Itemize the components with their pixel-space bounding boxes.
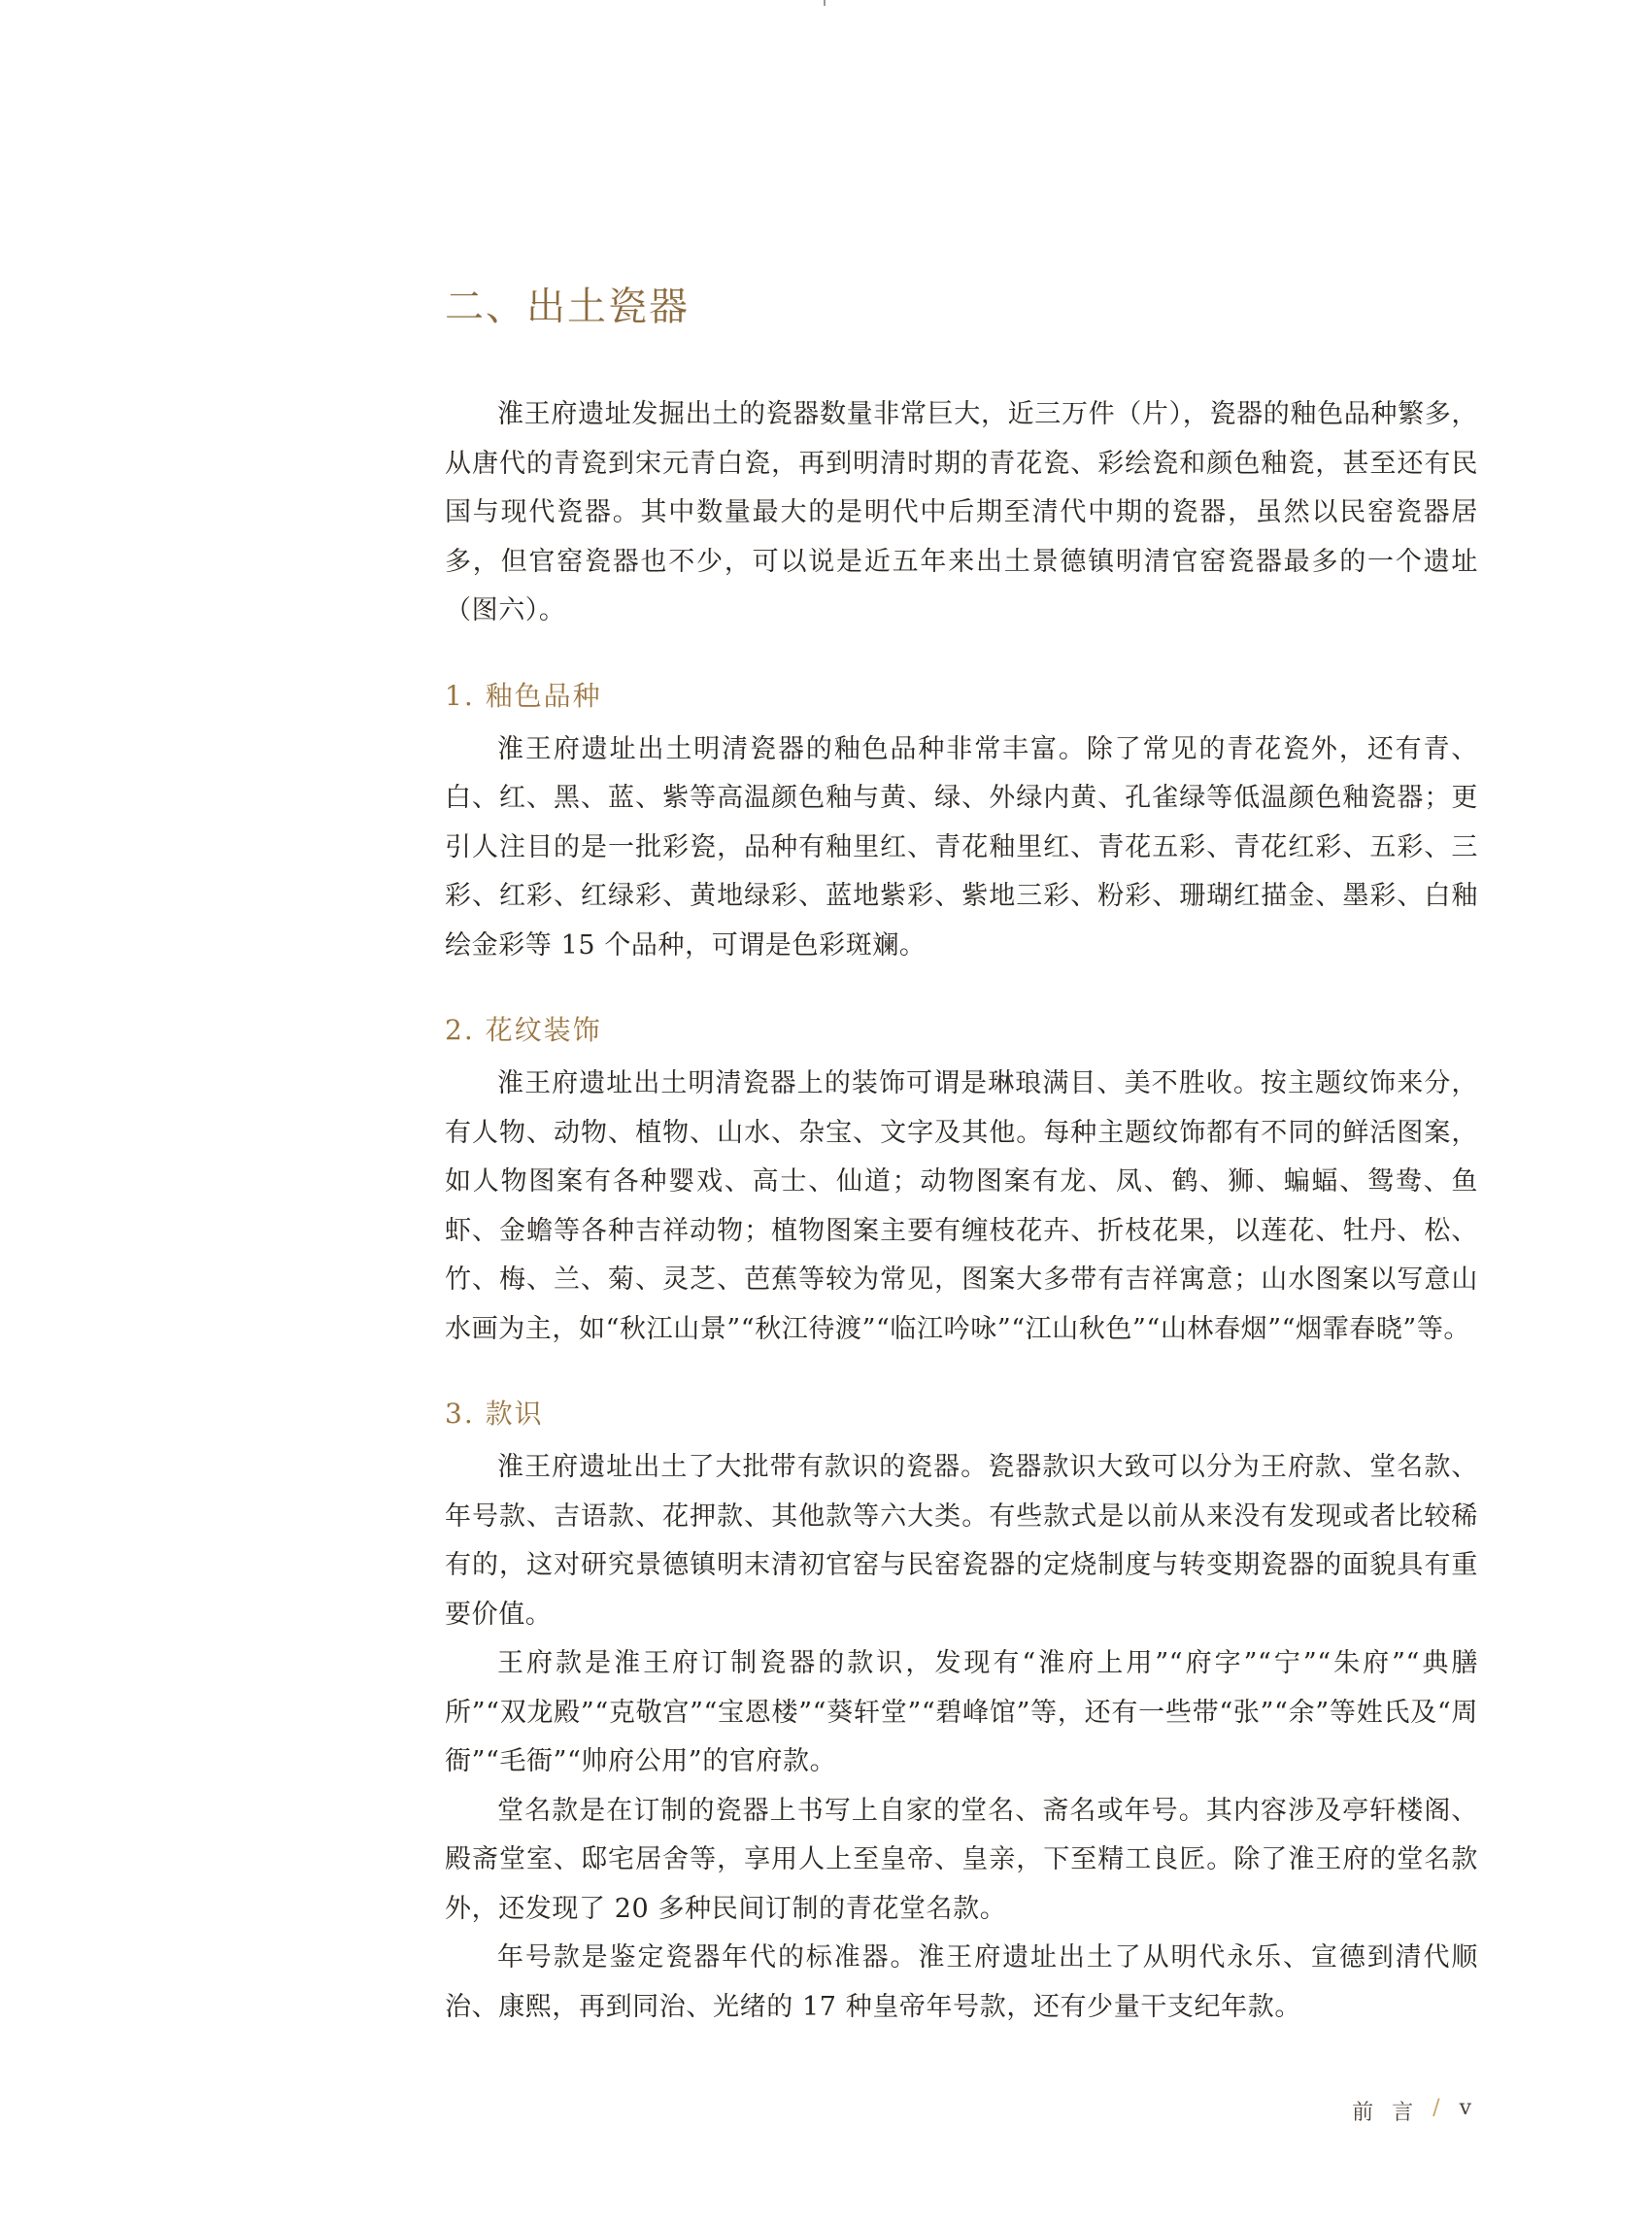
section-paragraph: 年号款是鉴定瓷器年代的标准器。淮王府遗址出土了从明代永乐、宣德到清代顺治、康熙，再到同治、光绪的 17 种皇帝年号款，还有少量干支纪年款。: [445, 1942, 1478, 2022]
main-content: [445, 274, 1478, 2032]
section-heading-inscriptions: 3. 款识: [445, 1398, 544, 1430]
section-paragraph: 堂名款是在订制的瓷器上书写上自家的堂名、斋名或年号。其内容涉及亭轩楼阁、殿斋堂室、邸宅居舍等，享用人上至皇帝、皇亲，下至精工良匠。除了淮王府的堂名款外，还发现了 20 多种民间订制的青花堂名款。: [445, 1795, 1478, 1924]
section-paragraph: 淮王府遗址出土明清瓷器上的装饰可谓是琳琅满目、美不胜收。按主题纹饰来分，有人物、动物、植物、山水、杂宝、文字及其他。每种主题纹饰都有不同的鲜活图案，如人物图案有各种婴戏、高士、仙道；动物图案有龙、凤、鹤、狮、蝙蝠、鸳鸯、鱼虾、金蟾等各种吉祥动物；植物图案主要有缠枝花卉、折枝花果，以莲花、牡丹、松、竹、梅、兰、菊、灵芝、芭蕉等较为常见，图案大多带有吉祥寓意；山水图案以写意山水画为主，如“秋江山景”“秋江待渡”“临江吟咏”“江山秋色”“山林春烟”“烟霏春晓”等。: [445, 1068, 1478, 1344]
intro-paragraph: 淮王府遗址发掘出土的瓷器数量非常巨大，近三万件（片），瓷器的釉色品种繁多，从唐代的青瓷到宋元青白瓷，再到明清时期的青花瓷、彩绘瓷和颜色釉瓷，甚至还有民国与现代瓷器。其中数量最大的是明代中后期至清代中期的瓷器，虽然以民窑瓷器居多，但官窑瓷器也不少，可以说是近五年来出土景德镇明清官窑瓷器最多的一个遗址（图六）。: [445, 399, 1478, 625]
chapter-title: 二、出土瓷器: [445, 285, 690, 329]
section-paragraph: 淮王府遗址出土了大批带有款识的瓷器。瓷器款识大致可以分为王府款、堂名款、年号款、吉语款、花押款、其他款等六大类。有些款式是以前从来没有发现或者比较稀有的，这对研究景德镇明末清初官窑与民窑瓷器的定烧制度与转变期瓷器的面貌具有重要价值。: [445, 1452, 1478, 1630]
footer-separator: /: [1433, 2096, 1446, 2120]
section-paragraph: 王府款是淮王府订制瓷器的款识，发现有“淮府上用”“府字”“宁”“朱府”“典膳所”“双龙殿”“克敬宫”“宝恩楼”“葵轩堂”“碧峰馆”等，还有一些带“张”“余”等姓氏及“周衙”“毛衙”“帅府公用”的官府款。: [445, 1648, 1478, 1776]
section-paragraph: 淮王府遗址出土明清瓷器的釉色品种非常丰富。除了常见的青花瓷外，还有青、白、红、黑、蓝、紫等高温颜色釉与黄、绿、外绿内黄、孔雀绿等低温颜色釉瓷器；更引人注目的是一批彩瓷，品种有釉里红、青花釉里红、青花五彩、青花红彩、五彩、三彩、红彩、红绿彩、黄地绿彩、蓝地紫彩、紫地三彩、粉彩、珊瑚红描金、墨彩、白釉绘金彩等 15 个品种，可谓是色彩斑斓。: [445, 733, 1478, 961]
section-heading-decoration: 2. 花纹装饰: [445, 1014, 602, 1046]
page-footer: [1352, 2096, 1477, 2126]
footer-section-label: 前 言: [1352, 2101, 1420, 2125]
page-number: v: [1459, 2096, 1477, 2120]
section-heading-glaze: 1. 釉色品种: [445, 679, 602, 712]
crop-mark: [824, 0, 826, 6]
